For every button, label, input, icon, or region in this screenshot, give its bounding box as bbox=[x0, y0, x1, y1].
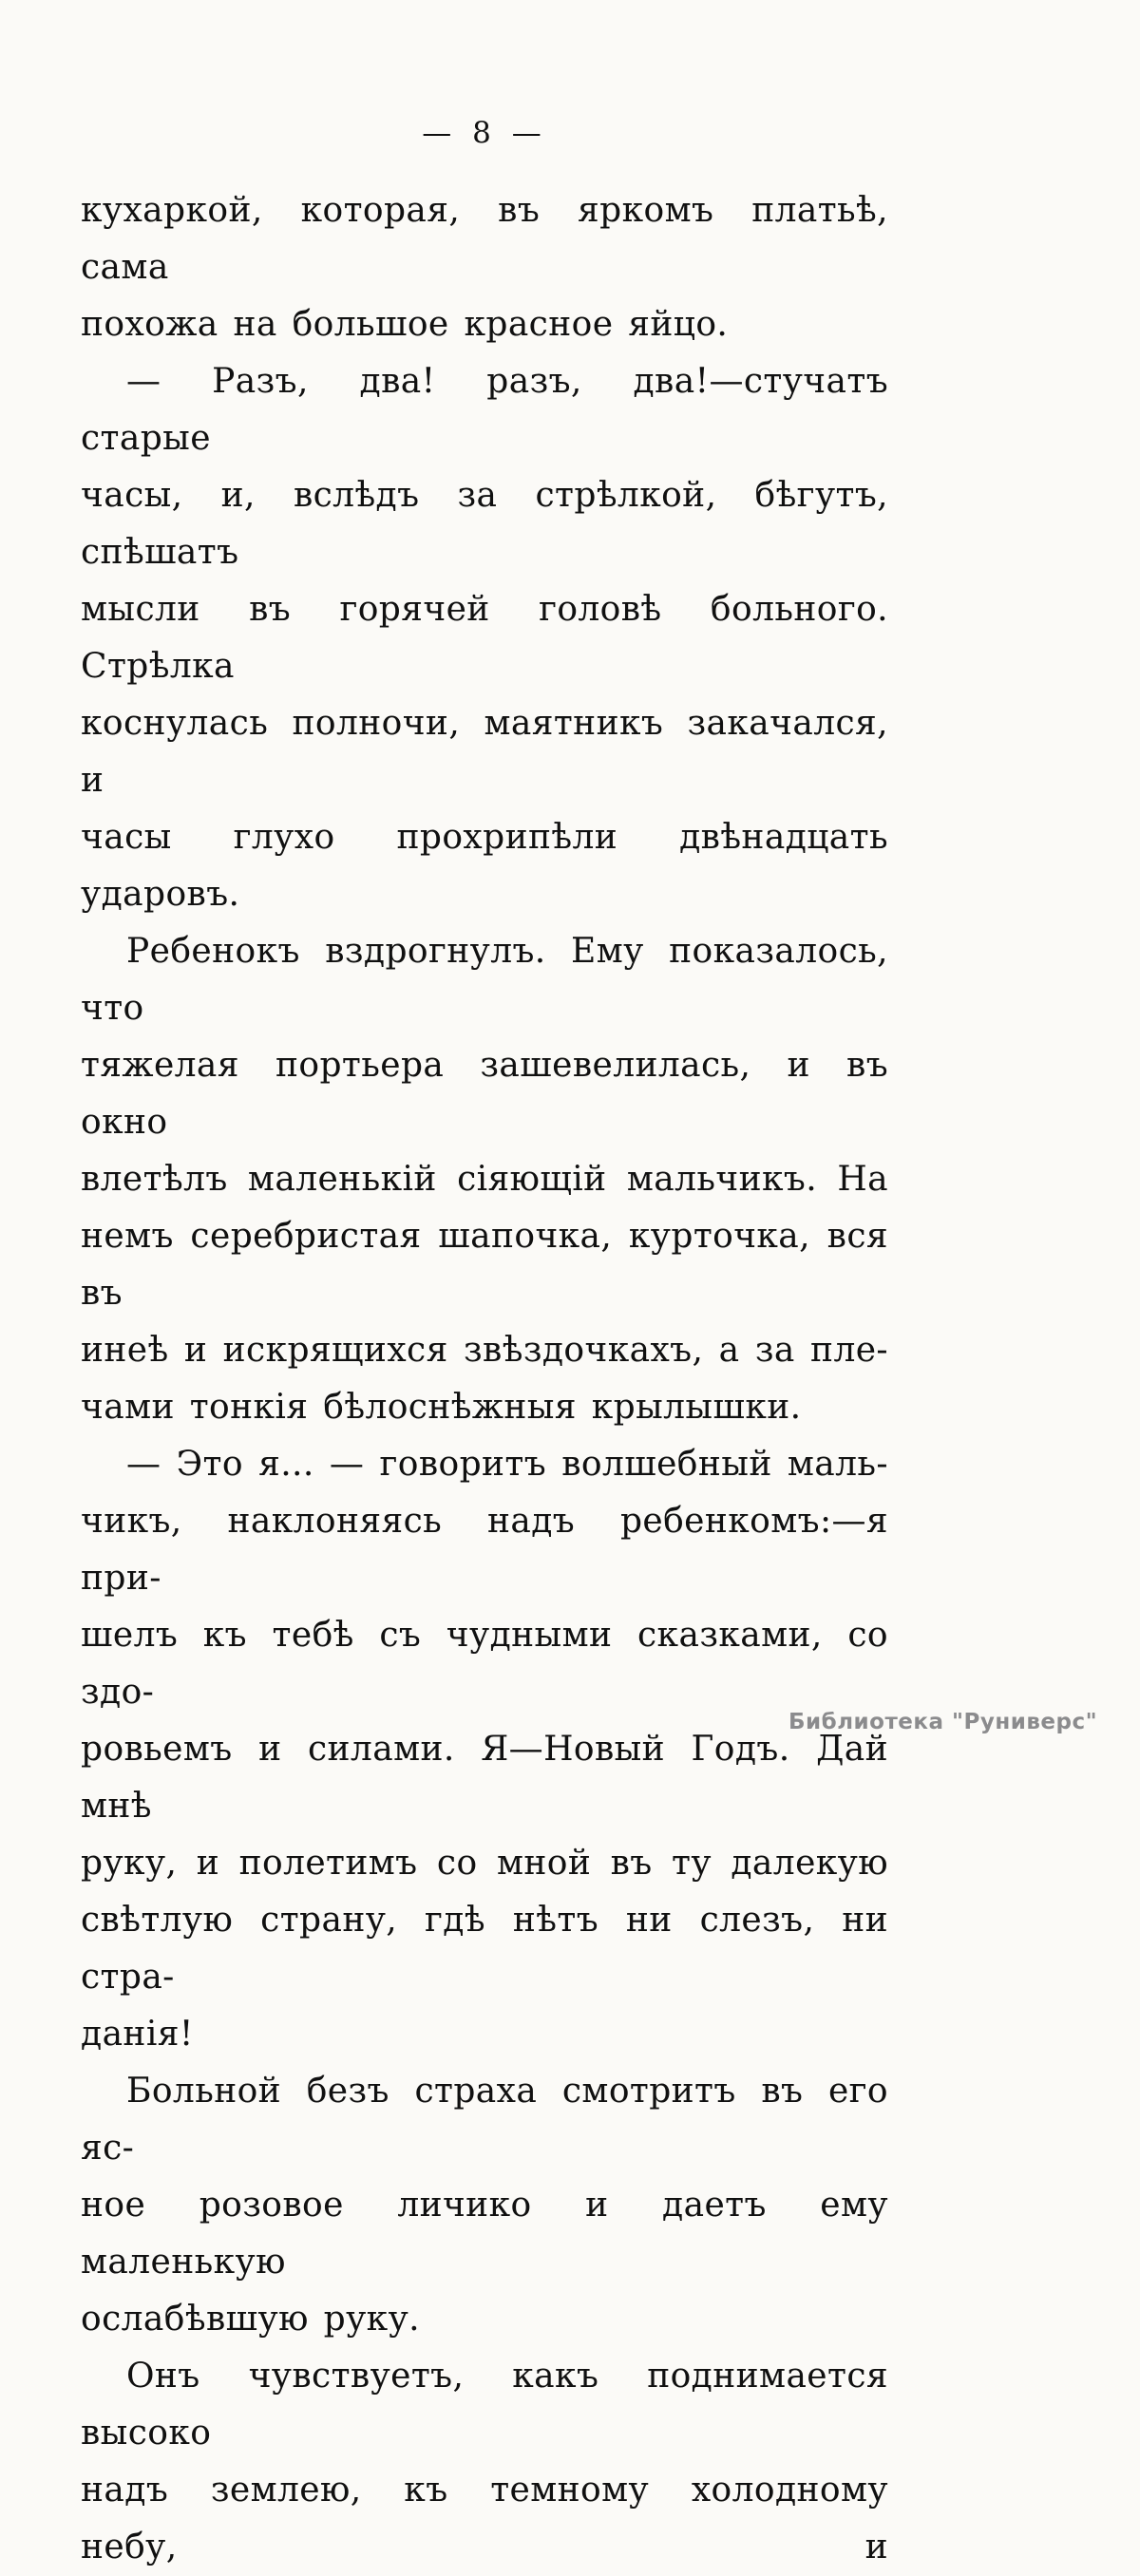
text-line: шелъ къ тебѣ съ чудными сказками, со здо- bbox=[81, 1616, 888, 1712]
text-line: мысли въ горячей головѣ больного. Стрѣлка bbox=[81, 590, 888, 686]
text-line: данія! bbox=[81, 2015, 194, 2054]
text-line: коснулась полночи, маятникъ закачался, и bbox=[81, 704, 888, 800]
text-line: ровьемъ и силами. Я—Новый Годъ. Дай мнѣ bbox=[81, 1730, 888, 1826]
text-line: Больной безъ страха смотритъ въ его яс- bbox=[81, 2072, 888, 2168]
text-line: руку, и полетимъ со мной въ ту далекую bbox=[81, 1844, 888, 1883]
library-watermark: Библиотека "Руниверс" bbox=[788, 1710, 1098, 1734]
text-line: немъ серебристая шапочка, курточка, вся въ bbox=[81, 1217, 888, 1313]
text-line: — Это я... — говоритъ волшебный маль- bbox=[126, 1445, 888, 1484]
text-line: часы, и, вслѣдъ за стрѣлкой, бѣгутъ, спѣшатъ bbox=[81, 476, 888, 572]
page-number: — 8 — bbox=[422, 116, 547, 150]
text-line: часы глухо прохрипѣли двѣнадцать ударовъ. bbox=[81, 818, 888, 914]
text-line: надъ землею, къ темному холодному небу, и bbox=[81, 2471, 888, 2567]
text-line: Ребенокъ вздрогнулъ. Ему показалось, что bbox=[81, 932, 888, 1028]
text-block bbox=[81, 182, 888, 2576]
text-line: ослабѣвшую руку. bbox=[81, 2300, 421, 2339]
text-line: похожа на большое красное яйцо. bbox=[81, 305, 729, 344]
text-line: Онъ чувствуетъ, какъ поднимается высоко bbox=[81, 2357, 888, 2453]
text-line: ное розовое личико и даетъ ему маленькую bbox=[81, 2186, 888, 2282]
text-line: — Разъ, два! разъ, два!—стучатъ старые bbox=[81, 362, 888, 458]
text-line: влетѣлъ маленькій сіяющій мальчикъ. На bbox=[81, 1160, 888, 1199]
text-line: кухаркой, которая, въ яркомъ платьѣ, сама bbox=[81, 191, 888, 287]
text-line: инеѣ и искрящихся звѣздочкахъ, а за пле- bbox=[81, 1331, 888, 1370]
text-line: свѣтлую страну, гдѣ нѣтъ ни слезъ, ни стра- bbox=[81, 1901, 888, 1997]
text-line: чикъ, наклоняясь надъ ребенкомъ:—я при- bbox=[81, 1502, 888, 1598]
text-line: тяжелая портьера зашевелилась, и въ окно bbox=[81, 1046, 888, 1142]
text-line: чами тонкія бѣлоснѣжныя крылышки. bbox=[81, 1388, 802, 1427]
